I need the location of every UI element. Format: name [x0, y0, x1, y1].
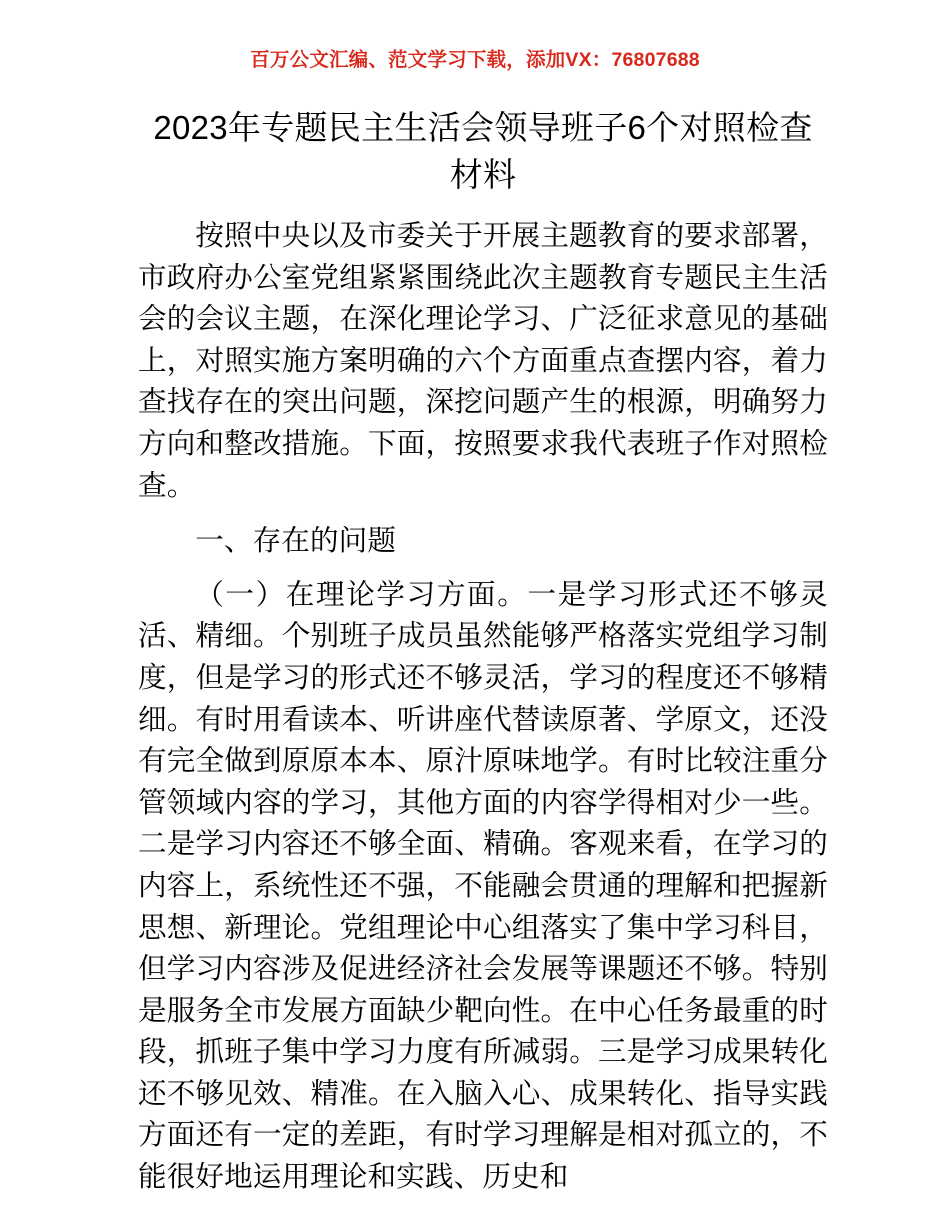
paragraph-item-one: （一）在理论学习方面。一是学习形式还不够灵活、精细。个别班子成员虽然能够严格落实党组学习制度，但是学习的形式还不够灵活，学习的程度还不够精细。有时用看读本、听讲座代替读原著、学原文，还没有完全做到原原本本、原汁原味地学。有时比较注重分管领域内容的学习，其他方面的内容学得相对少一些。二是学习内容还不够全面、精确。客观来看，在学习的内容上，系统性还不强，不能融会贯通的理解和把握新思想、新理论。党组理论中心组落实了集中学习科目，但学习内容涉及促进经济社会发展等课题还不够。特别是服务全市发展方面缺少靶向性。在中心任务最重的时段，抓班子集中学习力度有所减弱。三是学习成果转化还不够见效、精准。在入脑入心、成果转化、指导实践方面还有一定的差距，有时学习理解是相对孤立的，不能很好地运用理论和实践、历史和: [138, 578, 828, 1194]
watermark-banner: [0, 44, 950, 72]
paragraph-intro: 按照中央以及市委关于开展主题教育的要求部署，市政府办公室党组紧紧围绕此次主题教育专题民主生活会的会议主题，在深化理论学习、广泛征求意见的基础上，对照实施方案明确的六个方面重点查摆内容，着力查找存在的突出问题，深挖问题产生的根源，明确努力方向和整改措施。下面，按照要求我代表班子作对照检查。: [138, 220, 828, 502]
section-heading-one: 一、存在的问题: [195, 525, 397, 558]
document-title: 2023年专题民主生活会领导班子6个对照检查材料: [153, 109, 813, 193]
watermark-text: 百万公文汇编、范文学习下载，添加VX：76807688: [250, 49, 700, 71]
document-content: [138, 104, 828, 1203]
